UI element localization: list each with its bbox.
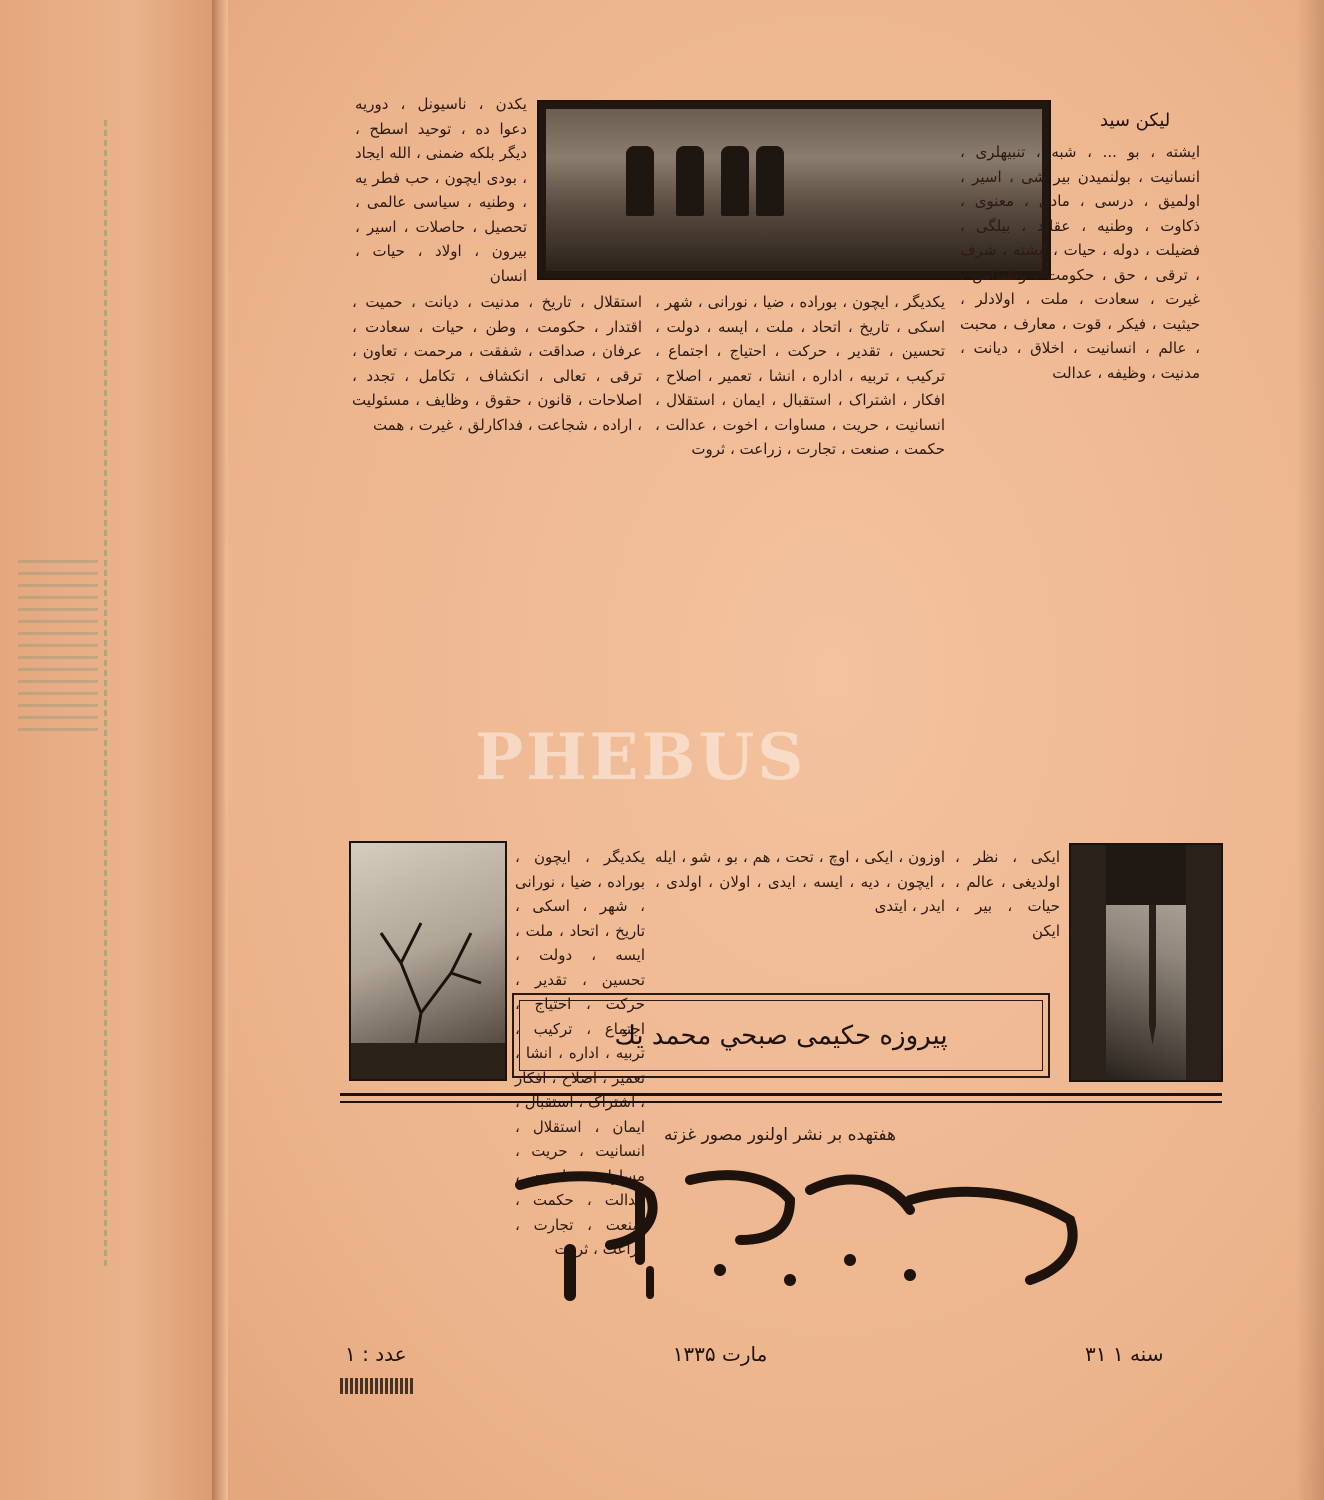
text-column-top-left: یکدن ، ناسیونل ، دوریه دعوا ده ، توحید اسطح ، دیگر بلکه ضمنی ، الله ایجاد ، بودی ایچون ، حب فطر یه ، وطنیه ، سیاسی عالمی ، تحصیل ، حاصلات ، اسیر ، بیرون ، اولاد ، حیات ، انسان	[355, 95, 527, 285]
text-column-bottom-right: ایکی ، نظر ، اولدیغی ، عالم ، حیات ، بیر ، ایکن	[955, 848, 1060, 940]
cover-faint-text	[18, 560, 98, 740]
text-column-bottom-middle: اوزون ، ایکی ، اوچ ، تحت ، هم ، بو ، شو ، ایله ، ایچون ، دیه ، ایسه ، ایدی ، اولان ، اولدی ، ایدر ، ایتدی	[655, 848, 945, 915]
issue-year: سنه ۱ ۳۱	[1085, 1342, 1164, 1366]
ink-smudge	[340, 1378, 415, 1394]
caption-box	[512, 993, 1050, 1078]
minaret-illustration	[1071, 845, 1221, 1080]
text-column-bottom-left: یکدیگر ، ایچون ، بوراده ، ضیا ، نورانی ، شهر ، اسکی ، تاریخ ، اتحاد ، ملت ، ایسه ، دولت ، تحسین ، تقدیر ، حرکت ، احتیاج ، اجتماع ، ترکیب ، تربیه ، اداره ، انشا ، تعمیر ، اصلاح ، افکار ، اشتراک ، استقبال ، ایمان ، استقلال ، انسانیت ، حریت ، مساوات ، اخوت ، عدالت ، حکمت ، صنعت ، تجارت ، زراعت ، ثروت	[515, 848, 645, 1258]
left-cover	[0, 0, 220, 1500]
photo-minaret	[1069, 843, 1223, 1082]
article-heading: لیکن سید	[1100, 110, 1171, 131]
cover-stripe	[104, 120, 107, 1270]
text-column-left: استقلال ، تاریخ ، مدنیت ، دیانت ، حمیت ، اقتدار ، حکومت ، وطن ، حیات ، سعادت ، عرفان ، صداقت ، شفقت ، مرحمت ، تعاون ، ترقی ، تعالی ، انکشاف ، تکامل ، تجدد ، اصلاحات ، قانون ، حقوق ، وظایف ، مسئولیت ، اراده ، شجاعت ، فداکارلق ، غیرت ، همت	[352, 293, 642, 434]
book-spine	[212, 0, 228, 1500]
caption-text: پيروزه حكيمى صبحي محمد يك	[519, 1000, 1043, 1071]
text-column-right: ایشته ، بو ... ، شبه ، تنبیهلری ، انسانیت ، بولنمیدن بیر شی ، اسیر ، اولمیق ، درسی ، مادی ، معنوی ، ذکاوت ، وطنیه ، عقاید ، بیلگی ، فضیلت ، دوله ، حیات ، ایشته ، شرف ، ترقی ، حق ، حکومت ، وطنداش ، غیرت ، سعادت ، ملت ، اولادلر ، حیثیت ، فیکر ، قوت ، معارف ، محبت ، عالم ، انسانیت ، اخلاق ، دیانت ، مدنیت ، وظیفه ، عدالت	[960, 143, 1200, 382]
photo-tree	[349, 841, 507, 1081]
issue-date: مارت ۱۳۳۵	[672, 1342, 768, 1366]
double-rule	[340, 1093, 1222, 1103]
page-edge-shadow	[1296, 0, 1324, 1500]
text-column-middle: یکدیگر ، ایچون ، بوراده ، ضیا ، نورانی ، شهر ، اسکی ، تاریخ ، اتحاد ، ملت ، ایسه ، دولت ، تحسین ، تقدیر ، حرکت ، احتیاج ، اجتماع ، ترکیب ، تربیه ، اداره ، انشا ، تعمیر ، اصلاح ، افکار ، اشتراک ، استقبال ، ایمان ، استقلال ، انسانیت ، حریت ، مساوات ، اخوت ، عدالت ، حکمت ، صنعت ، تجارت ، زراعت ، ثروت	[655, 293, 945, 458]
masthead-subtitle: هفتهده بر نشر اولنور مصور غزته	[664, 1125, 896, 1145]
issue-number: عدد : ۱	[345, 1342, 407, 1366]
watermark: PHEBUS	[475, 720, 807, 795]
tree-illustration	[351, 843, 505, 1079]
masthead-logo	[490, 1160, 1090, 1300]
